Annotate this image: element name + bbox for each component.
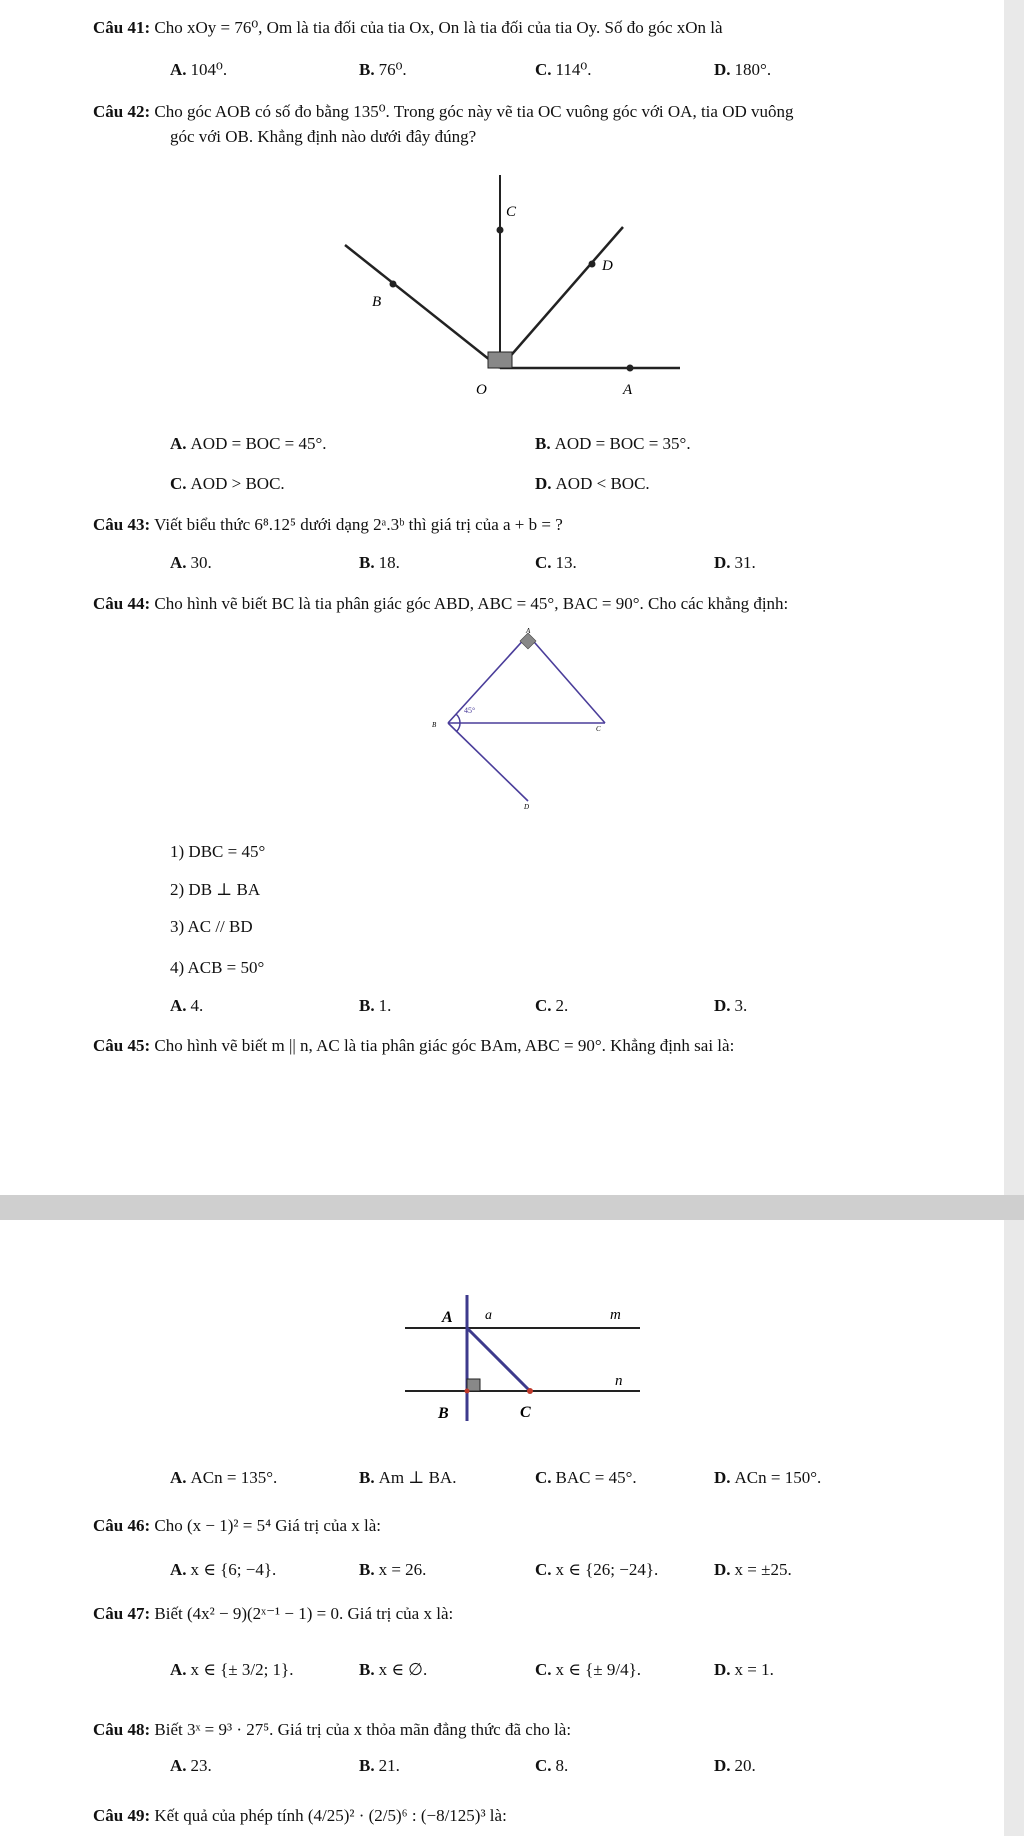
option-d: D. ACn = 150°. (714, 1468, 822, 1487)
question-41 (93, 18, 723, 38)
option-d: D. x = 1. (714, 1660, 774, 1679)
option-b: B. x = 26. (359, 1560, 427, 1579)
label-d: D (524, 803, 530, 810)
question-label: Câu 42: (93, 102, 151, 121)
label-m: m (610, 1307, 621, 1323)
option-b: B. 1. (359, 996, 392, 1015)
option-a: A. ACn = 135°. (170, 1468, 278, 1487)
figure-abcd (420, 625, 620, 810)
option-b: B. x ∈ ∅. (359, 1660, 428, 1679)
label-b: B (372, 294, 382, 310)
question-label: Câu 43: (93, 515, 151, 534)
question-48 (93, 1720, 571, 1740)
question-label: Câu 49: (93, 1806, 151, 1825)
question-label: Câu 46: (93, 1516, 151, 1535)
option-b: B. 18. (359, 553, 400, 572)
question-45 (93, 1036, 734, 1056)
option-d: D. 3. (714, 996, 748, 1015)
option-a: A. 30. (170, 553, 212, 572)
option-c: C. x ∈ {± 9/4}. (535, 1660, 641, 1679)
option-b: B. AOD = BOC = 35°. (535, 434, 691, 453)
label-d: D (602, 258, 613, 274)
figure-parallel-lines (400, 1295, 650, 1425)
option-a: A. x ∈ {6; −4}. (170, 1560, 277, 1579)
label-c: C (520, 1404, 531, 1421)
question-text: Cho (x − 1)² = 5⁴ Giá trị của x là: (154, 1516, 382, 1535)
option-a: A. x ∈ {± 3/2; 1}. (170, 1660, 294, 1679)
option-d: D. AOD < BOC. (535, 474, 650, 493)
question-text: Cho xOy = 76⁰, Om là tia đối của tia Ox, On là tia đối của tia Oy. Số đo góc xOn là (154, 18, 723, 37)
label-a: A (623, 382, 633, 398)
question-label: Câu 48: (93, 1720, 151, 1739)
label-alpha: a (485, 1308, 492, 1323)
label-b: B (432, 721, 437, 729)
statement-1: 1) DBC = 45° (170, 842, 266, 861)
question-label: Câu 47: (93, 1604, 151, 1623)
label-a: A (442, 1309, 453, 1326)
option-d: D. x = ±25. (714, 1560, 792, 1579)
option-a: A. 4. (170, 996, 204, 1015)
question-49 (93, 1806, 507, 1826)
label-angle: 45° (464, 706, 476, 715)
label-c: C (596, 725, 601, 733)
statement-4: 4) ACB = 50° (170, 958, 265, 977)
statement-2: 2) DB ⊥ BA (170, 880, 261, 899)
question-text: Biết (4x² − 9)(2ˣ⁻¹ − 1) = 0. Giá trị của x là: (154, 1604, 454, 1623)
question-text: Viết biểu thức 6⁸.12⁵ dưới dạng 2ᵃ.3ᵇ thì giá trị của a + b = ? (154, 515, 563, 534)
option-c: C. 13. (535, 553, 577, 572)
question-label: Câu 41: (93, 18, 151, 37)
option-a: A. 23. (170, 1756, 212, 1775)
option-c: C. 114⁰. (535, 60, 592, 79)
page-separator (0, 1195, 1024, 1220)
option-d: D. 20. (714, 1756, 756, 1775)
question-text: Biết 3ˣ = 9³ · 27⁵. Giá trị của x thỏa mãn đẳng thức đã cho là: (154, 1720, 572, 1739)
question-42 (93, 102, 794, 122)
question-text: Cho hình vẽ biết BC là tia phân giác góc ABD, ABC = 45°, BAC = 90°. Cho các khẳng định: (154, 594, 789, 613)
question-text-line2: góc với OB. Khẳng định nào dưới đây đúng? (170, 127, 477, 146)
question-text: Cho hình vẽ biết m || n, AC là tia phân giác góc BAm, ABC = 90°. Khẳng định sai là: (154, 1036, 735, 1055)
label-a: A (526, 627, 531, 635)
question-label: Câu 44: (93, 594, 151, 613)
option-b: B. 21. (359, 1756, 400, 1775)
option-c: C. x ∈ {26; −24}. (535, 1560, 659, 1579)
option-c: C. 8. (535, 1756, 569, 1775)
label-b: B (438, 1405, 449, 1422)
question-43 (93, 515, 563, 535)
question-label: Câu 45: (93, 1036, 151, 1055)
question-text-line1: Cho góc AOB có số đo bằng 135⁰. Trong góc này vẽ tia OC vuông góc với OA, tia OD vuông (154, 102, 794, 121)
option-d: D. 31. (714, 553, 756, 572)
option-b: B. Am ⊥ BA. (359, 1468, 457, 1487)
scrollbar-track[interactable] (1004, 0, 1024, 1836)
question-46 (93, 1516, 381, 1536)
question-text: Kết quả của phép tính (4/25)² · (2/5)⁶ : (−8/125)³ là: (154, 1806, 507, 1825)
label-c: C (506, 204, 517, 220)
option-c: C. BAC = 45°. (535, 1468, 637, 1487)
option-a: A. AOD = BOC = 45°. (170, 434, 327, 453)
figure-angle-aob (330, 170, 690, 410)
document-page-2 (0, 1220, 1004, 1836)
option-a: A. 104⁰. (170, 60, 228, 79)
option-d: D. 180°. (714, 60, 772, 79)
question-47 (93, 1604, 453, 1624)
question-44 (93, 594, 788, 614)
option-c: C. AOD > BOC. (170, 474, 285, 493)
option-b: B. 76⁰. (359, 60, 407, 79)
label-o: O (476, 382, 487, 398)
statement-3: 3) AC // BD (170, 917, 253, 936)
label-n: n (615, 1373, 623, 1389)
option-c: C. 2. (535, 996, 569, 1015)
